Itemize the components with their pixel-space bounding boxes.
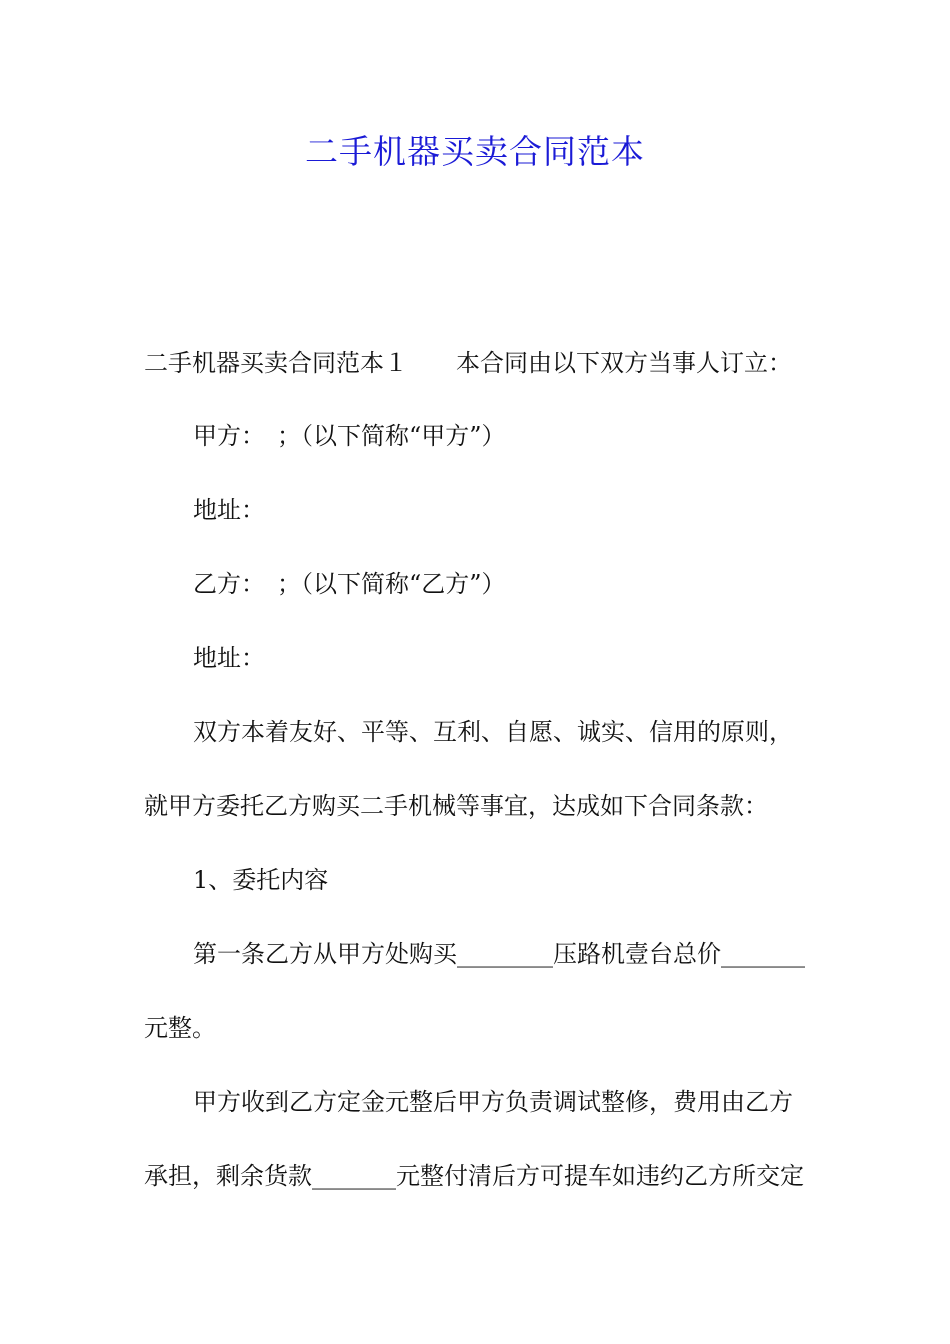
party-a-address: 地址： <box>193 496 265 524</box>
party-b-address: 地址： <box>193 644 265 672</box>
principle-line-1: 双方本着友好、平等、互利、自愿、诚实、信用的原则， <box>193 718 793 746</box>
article-1-line-2: 元整。 <box>144 1014 216 1042</box>
party-b-line: 乙方： ；（以下简称“乙方”） <box>193 570 506 598</box>
heading-line <box>144 345 792 381</box>
document-title: 二手机器买卖合同范本 <box>305 132 645 171</box>
section-heading: 1、委托内容 <box>193 866 329 894</box>
article-1-line-1: 第一条乙方从甲方处购买________压路机壹台总价_______ <box>193 940 805 968</box>
principle-line-2: 就甲方委托乙方购买二手机械等事宜，达成如下合同条款： <box>144 792 768 820</box>
party-a-line: 甲方： ；（以下简称“甲方”） <box>193 422 506 450</box>
intro-text: 本合同由以下双方当事人订立： <box>456 349 792 377</box>
payment-line-2: 承担，剩余货款_______元整付清后方可提车如违约乙方所交定 <box>144 1162 804 1190</box>
heading-label: 二手机器买卖合同范本１ <box>144 349 408 377</box>
payment-line-1: 甲方收到乙方定金元整后甲方负责调试整修，费用由乙方 <box>193 1088 793 1116</box>
